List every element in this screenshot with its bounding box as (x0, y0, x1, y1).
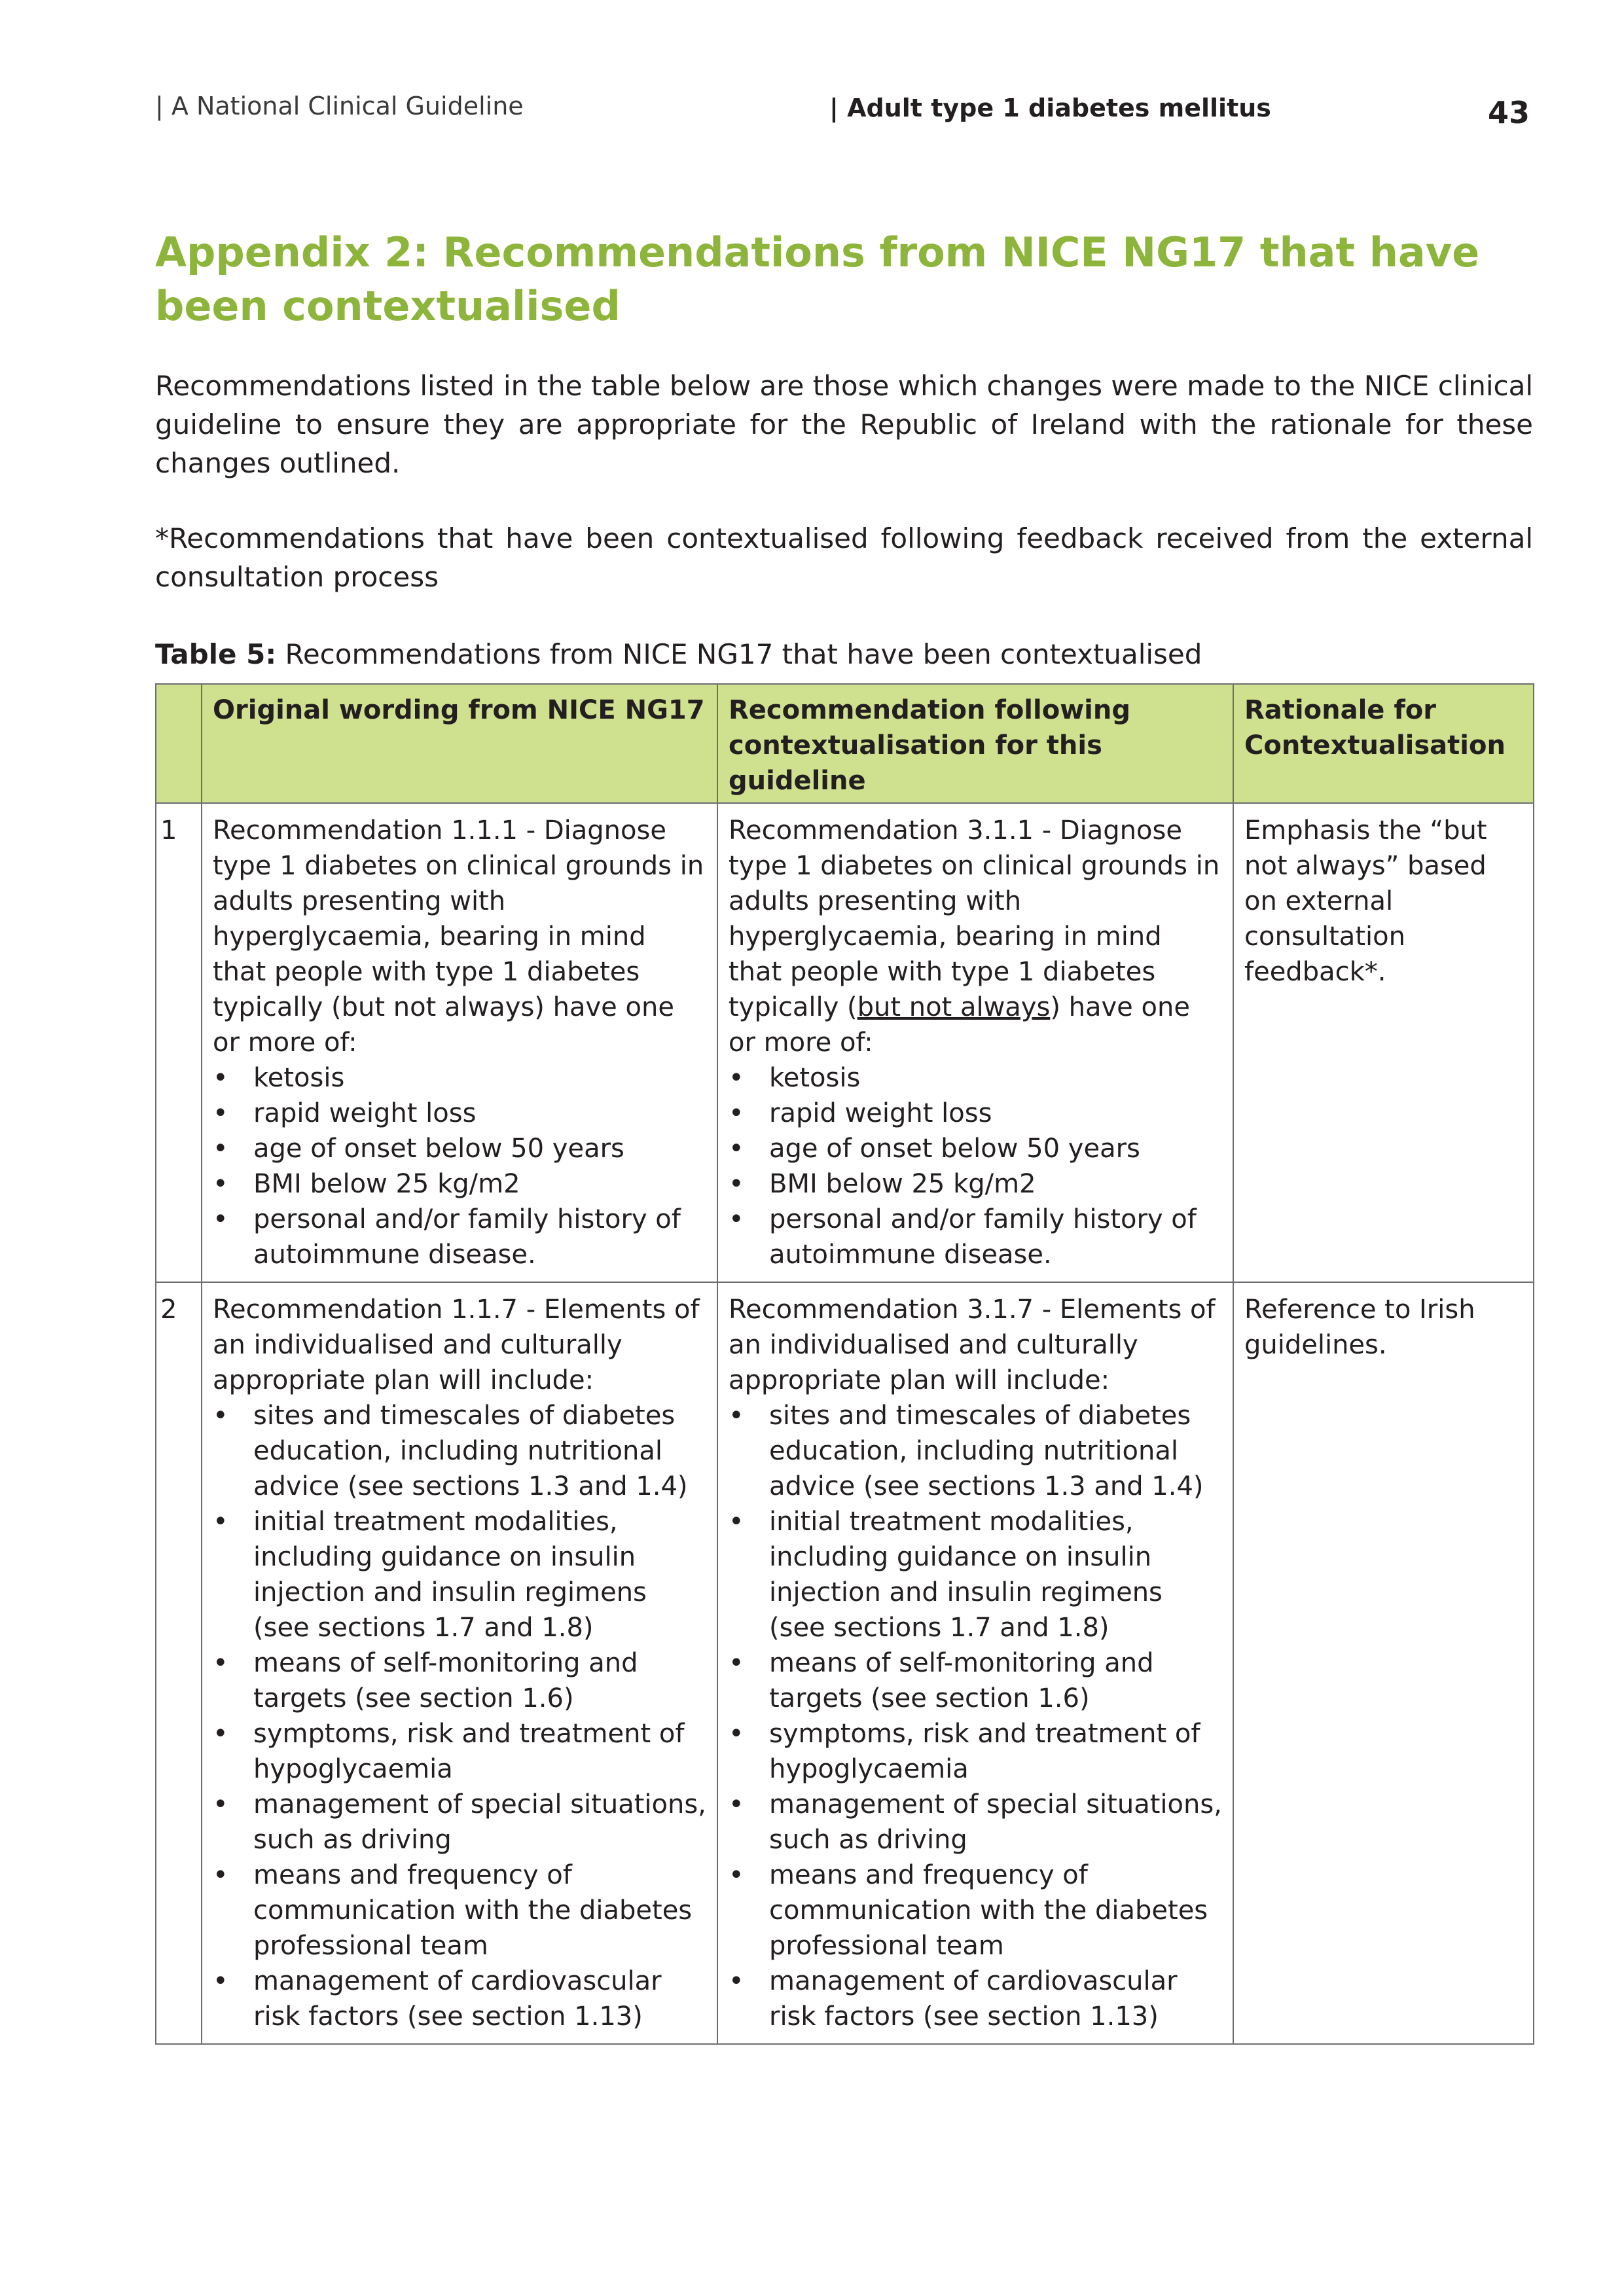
recommendation-text: Recommendation 3.1.7 - Elements of an individualised and culturally appropriate plan will include: (729, 1295, 1216, 1395)
bullet-icon: • (213, 1860, 228, 1890)
bullet-icon: • (213, 1063, 228, 1093)
table-caption-text: Recommendations from NICE NG17 that have been contextualised (276, 638, 1202, 670)
page-header (155, 88, 1530, 141)
header-guideline-label: | A National Clinical Guideline (155, 92, 524, 120)
bullet-icon: • (729, 1648, 744, 1678)
bullet-icon: • (213, 1204, 228, 1234)
list-item: • management of special situations, such as driving (729, 1787, 1222, 1857)
bullet-icon: • (729, 1401, 744, 1431)
bullet-icon: • (729, 1719, 744, 1749)
contextualised-cell (717, 803, 1233, 1282)
list-item: • sites and timescales of diabetes education, including nutritional advice (see sections 1.3 and 1.4) (729, 1398, 1222, 1504)
list-item: • initial treatment modalities, including guidance on insulin injection and insulin regimens (see sections 1.7 and 1.8) (213, 1504, 706, 1645)
bullet-icon: • (729, 1860, 744, 1890)
bullet-icon: • (213, 1401, 228, 1431)
header-number (156, 684, 202, 803)
bullet-icon: • (729, 1169, 744, 1199)
list-item: • management of cardiovascular risk factors (see section 1.13) (729, 1964, 1222, 2034)
bullet-icon: • (729, 1789, 744, 1820)
header-document-title: | Adult type 1 diabetes mellitus (829, 94, 1271, 122)
list-item: • personal and/or family history of autoimmune disease. (213, 1202, 706, 1272)
list-item: • means and frequency of communication with the diabetes professional team (213, 1857, 706, 1964)
list-item: • rapid weight loss (729, 1096, 1222, 1131)
list-item: • BMI below 25 kg/m2 (213, 1166, 706, 1202)
header-original-wording: Original wording from NICE NG17 (202, 684, 717, 803)
row-number: 2 (156, 1282, 202, 2044)
table-caption-label: Table 5: (155, 638, 277, 670)
bullet-icon: • (729, 1507, 744, 1537)
list-item: • symptoms, risk and treatment of hypoglycaemia (213, 1716, 706, 1787)
list-item: • means of self-monitoring and targets (see section 1.6) (213, 1645, 706, 1716)
bullet-list (213, 1060, 706, 1272)
original-wording-cell (202, 1282, 717, 2044)
recommendation-text: Recommendation 3.1.1 - Diagnose type 1 diabetes on clinical grounds in adults presenting with hyperglycaemia, bearing in mind that people with type 1 diabetes typically (but not always) have one or more of: (729, 816, 1220, 1058)
table-row (156, 803, 1534, 1282)
bullet-icon: • (729, 1134, 744, 1164)
bullet-icon: • (729, 1063, 744, 1093)
list-item: • sites and timescales of diabetes education, including nutritional advice (see sections 1.3 and 1.4) (213, 1398, 706, 1504)
bullet-list (729, 1060, 1222, 1272)
list-item: • rapid weight loss (213, 1096, 706, 1131)
recommendation-text: Recommendation 1.1.1 - Diagnose type 1 diabetes on clinical grounds in adults presenting with hyperglycaemia, bearing in mind that people with type 1 diabetes typically (but not always) have one or more of: (213, 816, 704, 1058)
table-caption (155, 635, 1202, 673)
bullet-icon: • (213, 1134, 228, 1164)
page-number: 43 (1487, 95, 1530, 130)
list-item: • means and frequency of communication with the diabetes professional team (729, 1857, 1222, 1964)
original-wording-cell (202, 803, 717, 1282)
list-item: • age of onset below 50 years (213, 1131, 706, 1166)
bullet-icon: • (213, 1507, 228, 1537)
rationale-cell: Emphasis the “but not always” based on external consultation feedback*. (1233, 803, 1534, 1282)
list-item: • age of onset below 50 years (729, 1131, 1222, 1166)
recommendations-table (155, 683, 1534, 2045)
bullet-icon: • (729, 1204, 744, 1234)
list-item: • initial treatment modalities, including guidance on insulin injection and insulin regimens (see sections 1.7 and 1.8) (729, 1504, 1222, 1645)
bullet-icon: • (729, 1966, 744, 1996)
intro-paragraph: Recommendations listed in the table below are those which changes were made to the NICE clinical guideline to ensure they are appropriate for the Republic of Ireland with the rationale for these changes outlined. (155, 370, 1533, 479)
bullet-icon: • (729, 1098, 744, 1128)
bullet-icon: • (213, 1169, 228, 1199)
list-item: • means of self-monitoring and targets (see section 1.6) (729, 1645, 1222, 1716)
bullet-list (213, 1398, 706, 2034)
list-item: • management of special situations, such as driving (213, 1787, 706, 1857)
list-item: • symptoms, risk and treatment of hypoglycaemia (729, 1716, 1222, 1787)
list-item: • BMI below 25 kg/m2 (729, 1166, 1222, 1202)
bullet-icon: • (213, 1098, 228, 1128)
list-item: • personal and/or family history of autoimmune disease. (729, 1202, 1222, 1272)
header-contextualised-recommendation: Recommendation following contextualisation for this guideline (717, 684, 1233, 803)
bullet-icon: • (213, 1648, 228, 1678)
list-item: • management of cardiovascular risk factors (see section 1.13) (213, 1964, 706, 2034)
list-item: • ketosis (729, 1060, 1222, 1096)
row-number: 1 (156, 803, 202, 1282)
header-rationale: Rationale for Contextualisation (1233, 684, 1534, 803)
bullet-icon: • (213, 1966, 228, 1996)
appendix-title: Appendix 2: Recommendations from NICE NG17 that have been contextualised (155, 228, 1480, 330)
consultation-note: *Recommendations that have been contextualised following feedback received from the external consultation process (155, 522, 1533, 593)
underlined-emphasis: but not always (857, 992, 1051, 1022)
table-row (156, 1282, 1534, 2044)
bullet-icon: • (213, 1719, 228, 1749)
bullet-list (729, 1398, 1222, 2034)
recommendation-text: Recommendation 1.1.7 - Elements of an individualised and culturally appropriate plan will include: (213, 1295, 700, 1395)
rationale-cell: Reference to Irish guidelines. (1233, 1282, 1534, 2044)
contextualised-cell (717, 1282, 1233, 2044)
table-header-row (156, 684, 1534, 803)
bullet-icon: • (213, 1789, 228, 1820)
list-item: • ketosis (213, 1060, 706, 1096)
